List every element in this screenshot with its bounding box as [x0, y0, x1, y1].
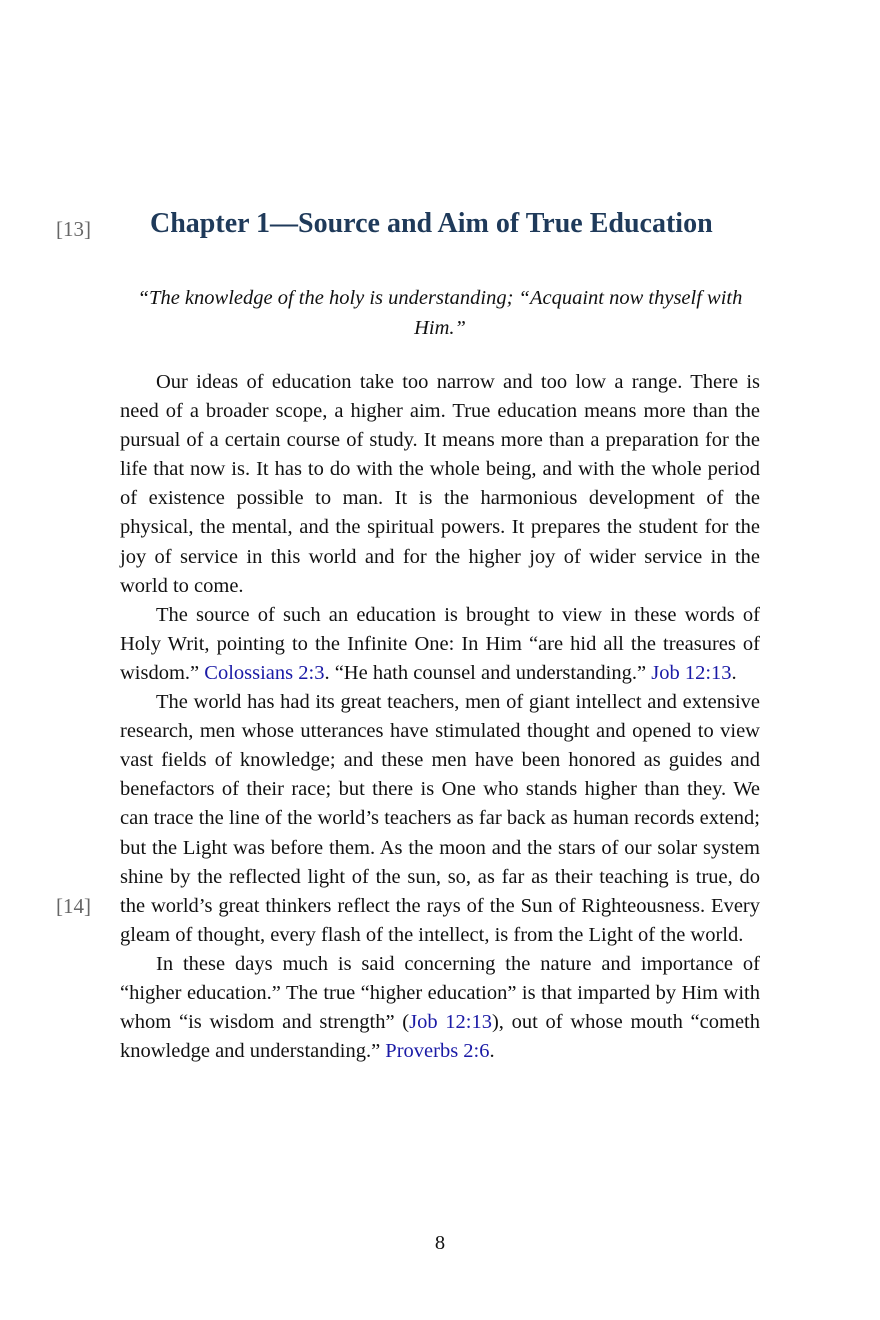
- paragraph-2-text-3: .: [731, 661, 737, 684]
- chapter-title: Chapter 1—Source and Aim of True Education: [150, 208, 713, 239]
- paragraph-3-text-2: teachers as far back as human records extend; but the Light was before them. As the moon and the stars of our solar system shine by the reflected light of the sun, so, as far as their teaching is true, do the world’s great thinkers reflect the rays of the Sun of Righteousness. Every gleam of thought, every flash of the intellect, is from the Light of the world.: [120, 807, 760, 946]
- paragraph-4-text-1: In these days much is said concerning the nature and importance of “higher education.” The true “higher education” is that imparted by Him with whom “is wisdom and strength” (: [120, 952, 760, 1034]
- paragraph-4: [120, 950, 760, 1066]
- paragraph-3: [120, 688, 760, 950]
- page-reference-14: [14]: [56, 894, 91, 918]
- page-reference-13: [13]: [56, 217, 91, 241]
- scripture-link-colossians-2-3[interactable]: Colossians 2:3: [204, 661, 325, 684]
- page-number: 8: [434, 1232, 446, 1254]
- epigraph: “The knowledge of the holy is understanding; “Acquaint now thyself with Him.”: [137, 287, 743, 339]
- scripture-link-job-12-13-second[interactable]: Job 12:13: [409, 1011, 492, 1034]
- paragraph-2-text-2: . “He hath counsel and understanding.”: [324, 661, 652, 684]
- paragraph-2-text-1: The source of such an education is brought to view in these words of Holy Writ, pointing to the Infinite One: In Him “are hid all the treasures of wisdom.”: [120, 603, 760, 684]
- chapter-body: [120, 368, 760, 1066]
- paragraph-2: [120, 601, 760, 688]
- scripture-link-proverbs-2-6[interactable]: Proverbs 2:6: [385, 1040, 490, 1063]
- paragraph-1: Our ideas of education take too narrow and too low a range. There is need of a broader scope, a higher aim. True education means more than the pursual of a certain course of study. It means more than a preparation for the life that now is. It has to do with the whole being, and with the whole period of existence possible to man. It is the harmonious development of the physical, the mental, and the spiritual powers. It prepares the student for the joy of service in this world and for the higher joy of wider service in the world to come.: [120, 371, 760, 597]
- paragraph-3-text-1: The world has had its great teachers, men of giant intellect and extensive research, men whose utterances have stimulated thought and opened to view vast fields of knowledge; and these men have been honored as guides and benefactors of their race; but there is One who stands higher than they. We can trace the line of the world’s: [120, 691, 760, 830]
- paragraph-4-text-3: .: [489, 1040, 495, 1063]
- paragraph-4-text-2: ), out of whose mouth “cometh knowledge and understanding.”: [120, 1011, 760, 1063]
- scripture-link-job-12-13[interactable]: Job 12:13: [651, 661, 732, 684]
